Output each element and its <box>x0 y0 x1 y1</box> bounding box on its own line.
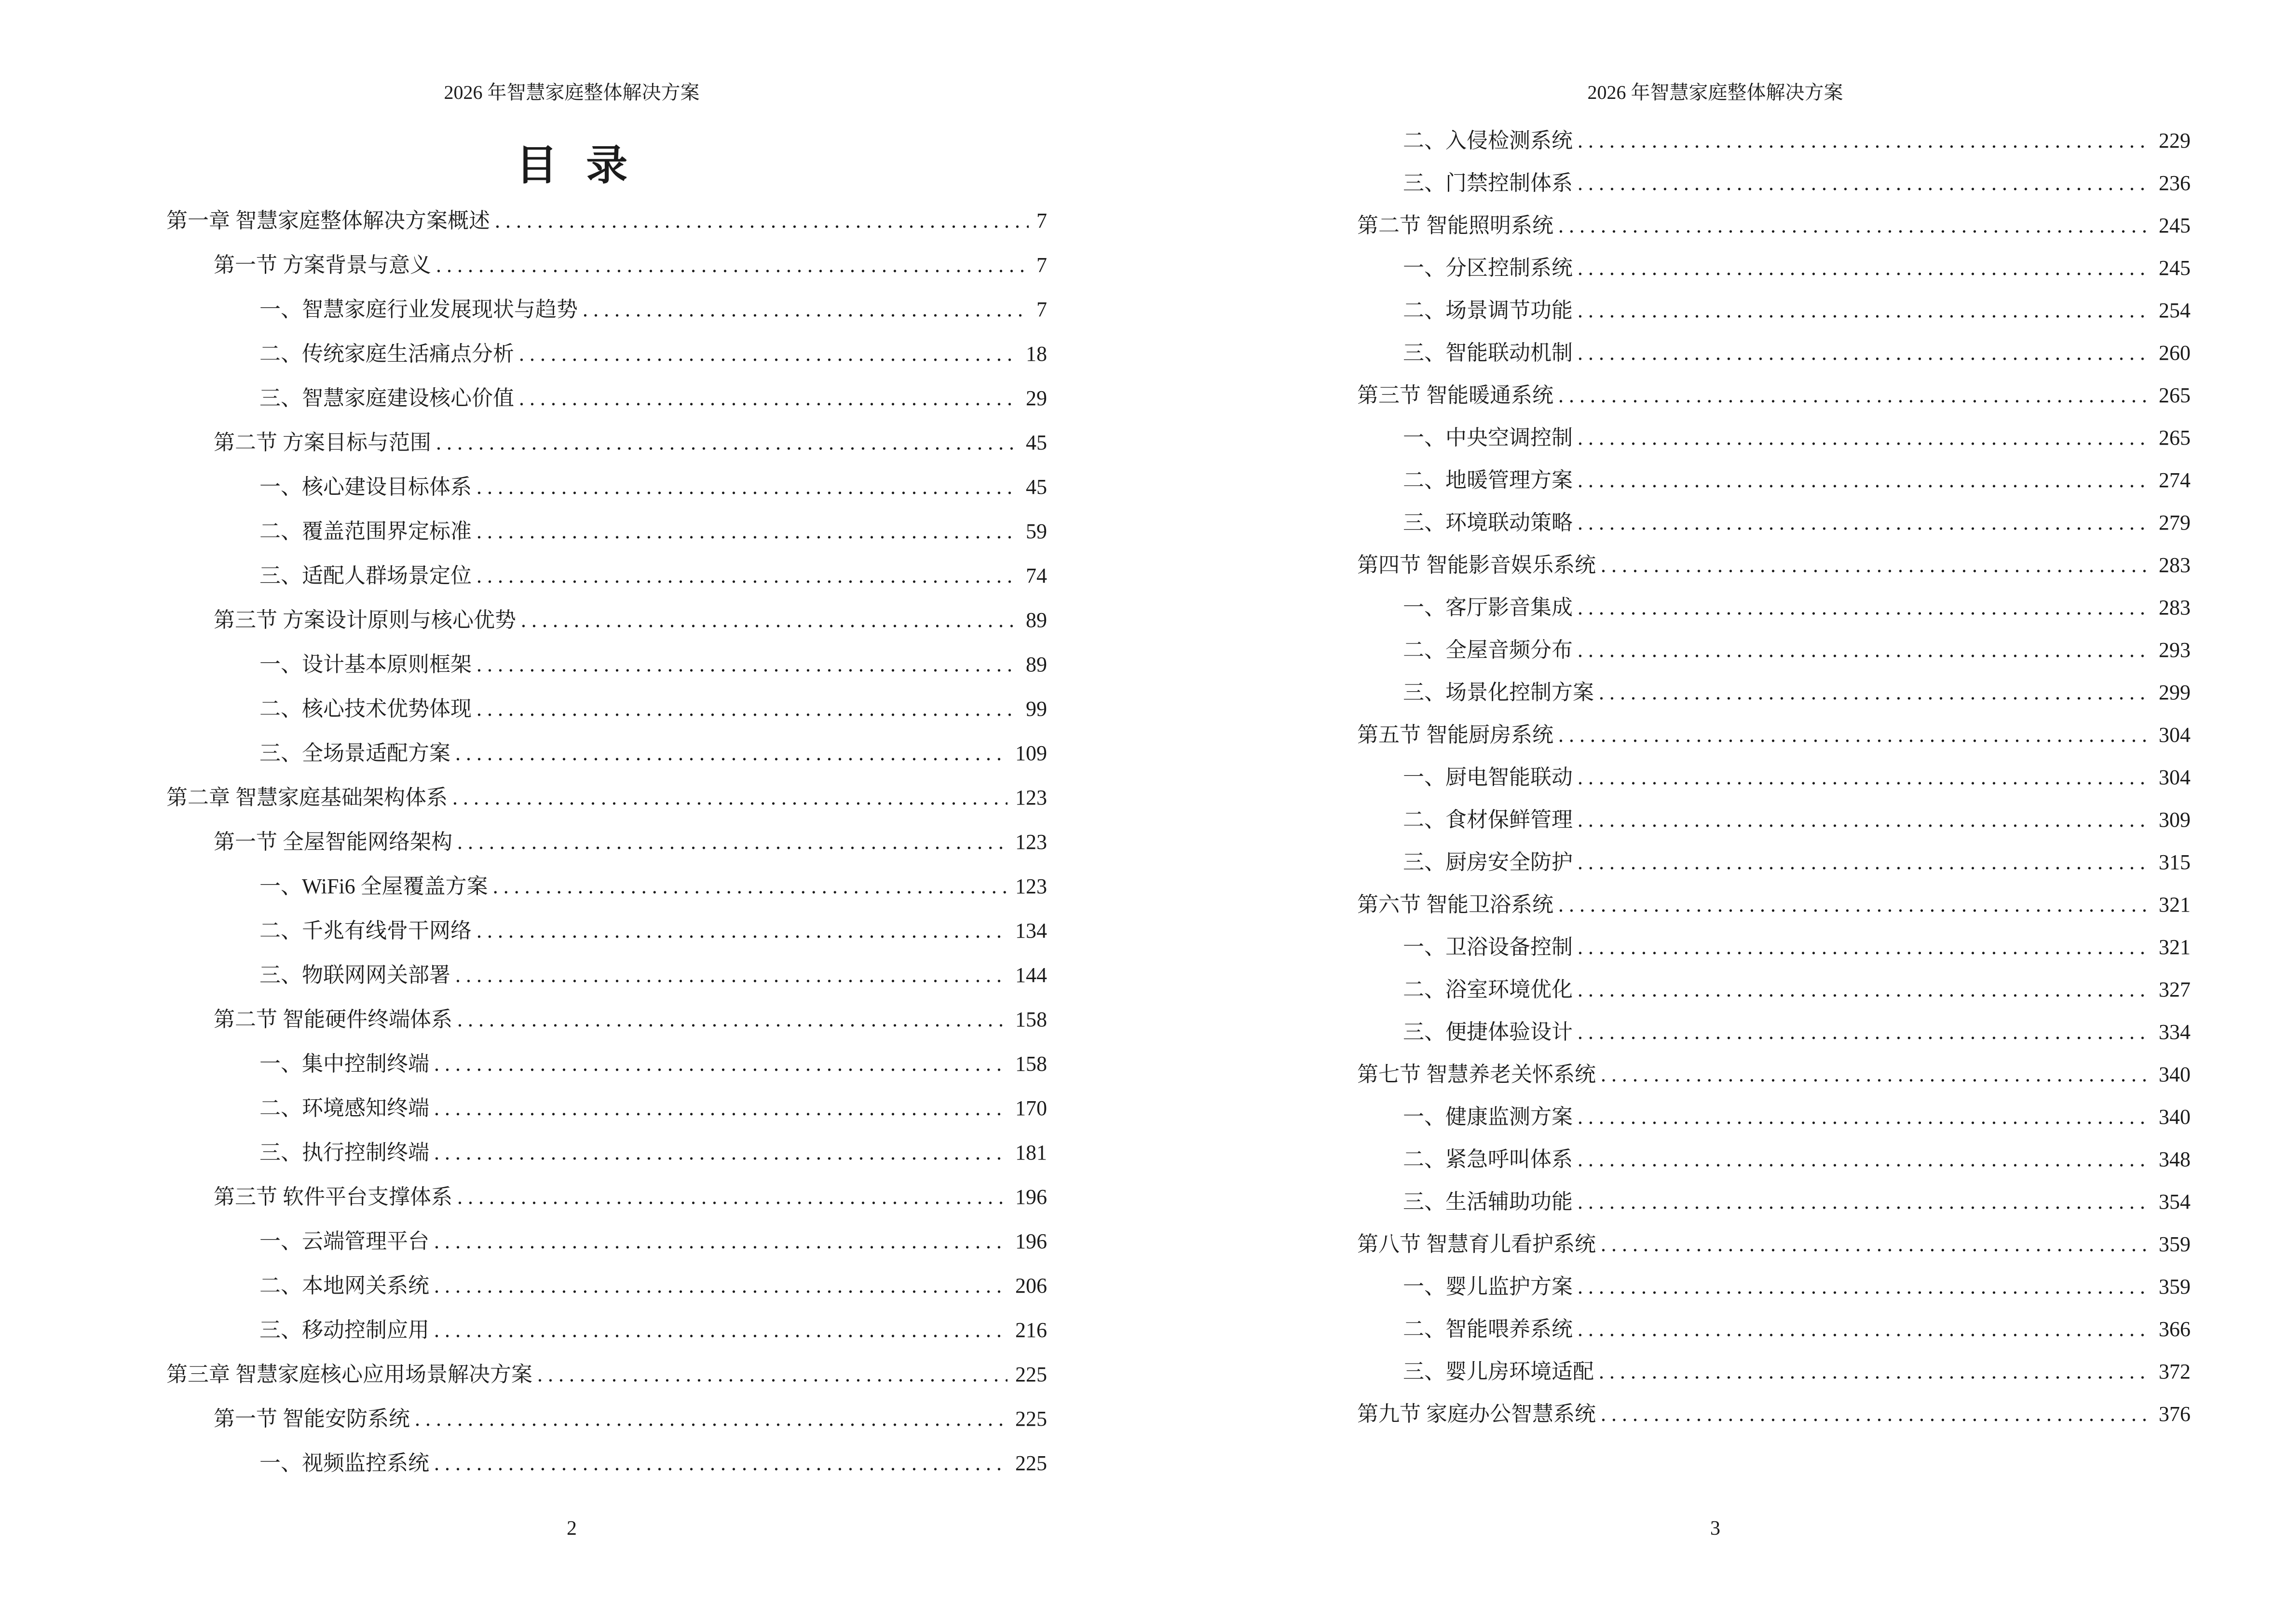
toc-entry-page: 225 <box>1015 1363 1047 1386</box>
toc-entry-text: 第一节 方案背景与意义 <box>214 253 431 277</box>
toc-entry-page: 7 <box>1036 298 1047 321</box>
toc-entry <box>0 376 1144 421</box>
toc-entry-text: 第一节 全屋智能网络架构 <box>214 830 452 854</box>
toc-entry <box>0 465 1144 509</box>
toc-entry-page: 245 <box>2159 256 2191 280</box>
toc-entry <box>0 1219 1144 1264</box>
toc-entry <box>1144 332 2287 374</box>
toc-entry-text: 第三节 软件平台支撑体系 <box>214 1185 452 1209</box>
toc-entry-page: 327 <box>2159 978 2191 1001</box>
toc-leader-dots <box>1578 459 2151 502</box>
toc-entry-text: 三、全场景适配方案 <box>259 741 450 765</box>
toc-entry <box>1144 884 2287 926</box>
toc-entry-text: 三、生活辅助功能 <box>1403 1190 1573 1214</box>
toc-leader-dots <box>436 421 1018 465</box>
toc-entry <box>0 1352 1144 1397</box>
toc-entry-text: 三、智能联动机制 <box>1403 341 1573 365</box>
toc-entry-text: 二、入侵检测系统 <box>1403 129 1573 152</box>
toc-entry-page: 283 <box>2159 596 2191 619</box>
toc-entry <box>0 864 1144 909</box>
toc-leader-dots <box>434 1086 1007 1131</box>
toc-entry-page: 225 <box>1015 1451 1047 1475</box>
toc-entry-page: 74 <box>1026 564 1047 587</box>
toc-leader-dots <box>455 953 1007 997</box>
toc-leader-dots <box>434 1264 1007 1308</box>
toc-entry <box>0 642 1144 687</box>
toc-entry-text: 三、婴儿房环境适配 <box>1403 1360 1594 1383</box>
toc-entry-text: 第三章 智慧家庭核心应用场景解决方案 <box>166 1363 532 1386</box>
toc-entry <box>1144 1393 2287 1435</box>
toc-leader-dots <box>455 731 1007 776</box>
toc-entry <box>0 1264 1144 1308</box>
toc-entry-text: 三、厨房安全防护 <box>1403 850 1573 874</box>
toc-entry <box>1144 587 2287 629</box>
toc-entry <box>0 199 1144 243</box>
toc-leader-dots <box>1578 162 2151 205</box>
toc-entry <box>1144 629 2287 671</box>
toc-entry <box>1144 1096 2287 1138</box>
toc-entry-page: 334 <box>2159 1020 2191 1044</box>
toc-entry-page: 245 <box>2159 214 2191 237</box>
toc-entry <box>0 1308 1144 1352</box>
toc-entry-page: 181 <box>1015 1141 1047 1164</box>
toc-leader-dots <box>434 1308 1007 1352</box>
toc-leader-dots <box>476 554 1018 598</box>
toc-entry <box>1144 1053 2287 1096</box>
toc-entry <box>1144 969 2287 1011</box>
toc-entry-text: 二、千兆有线骨干网络 <box>259 919 472 942</box>
toc-entry-page: 359 <box>2159 1232 2191 1256</box>
toc-entry-text: 二、核心技术优势体现 <box>259 697 472 721</box>
toc-entry-text: 三、便捷体验设计 <box>1403 1020 1573 1044</box>
toc-entry <box>0 820 1144 864</box>
toc-leader-dots <box>1578 841 2151 884</box>
toc-leader-dots <box>457 820 1007 864</box>
toc-leader-dots <box>434 1042 1007 1086</box>
toc-entry-page: 196 <box>1015 1229 1047 1253</box>
toc-entry <box>1144 926 2287 969</box>
toc-leader-dots <box>415 1397 1007 1441</box>
toc-entry-page: 45 <box>1026 475 1047 499</box>
toc-entry-page: 304 <box>2159 723 2191 747</box>
toc-entry-text: 第七节 智慧养老关怀系统 <box>1357 1063 1596 1086</box>
toc-entry <box>0 953 1144 997</box>
toc-entry-page: 123 <box>1015 874 1047 898</box>
toc-entry <box>1144 714 2287 756</box>
toc-leader-dots <box>583 287 1029 332</box>
toc-entry <box>1144 1138 2287 1181</box>
toc-leader-dots <box>436 243 1029 287</box>
toc-entry-page: 340 <box>2159 1063 2191 1086</box>
toc-entry-text: 二、食材保鲜管理 <box>1403 808 1573 832</box>
toc-entry <box>1144 120 2287 162</box>
toc-leader-dots <box>1601 544 2151 587</box>
toc-entry-page: 144 <box>1015 963 1047 987</box>
toc-entry-page: 265 <box>2159 383 2191 407</box>
toc-entry-page: 29 <box>1026 386 1047 410</box>
toc-entry-page: 265 <box>2159 426 2191 450</box>
page-header-title: 2026 年智慧家庭整体解决方案 <box>1587 82 1843 103</box>
toc-leader-dots <box>1578 1181 2151 1223</box>
toc-entry-text: 二、全屋音频分布 <box>1403 638 1573 662</box>
toc-leader-dots <box>1558 205 2151 247</box>
toc-leader-dots <box>1578 1096 2151 1138</box>
toc-entry-text: 三、环境联动策略 <box>1403 511 1573 534</box>
toc-entry-page: 7 <box>1036 253 1047 277</box>
toc-entry-text: 二、本地网关系统 <box>259 1274 429 1297</box>
toc-leader-dots <box>1601 1393 2151 1435</box>
toc-leader-dots <box>476 509 1018 554</box>
toc-entry <box>1144 671 2287 714</box>
toc-entry-page: 89 <box>1026 653 1047 676</box>
toc-entry-page: 229 <box>2159 129 2191 152</box>
toc-entry <box>1144 841 2287 884</box>
toc-entry-text: 二、地暖管理方案 <box>1403 468 1573 492</box>
toc-entry-text: 二、覆盖范围界定标准 <box>259 519 472 543</box>
toc-leader-dots <box>1558 714 2151 756</box>
toc-entry <box>1144 162 2287 205</box>
toc-entry-text: 一、分区控制系统 <box>1403 256 1573 280</box>
toc-entry-text: 二、智能喂养系统 <box>1403 1317 1573 1341</box>
toc-entry-text: 第五节 智能厨房系统 <box>1357 723 1553 747</box>
toc-entry <box>0 1397 1144 1441</box>
toc-leader-dots <box>434 1441 1007 1486</box>
toc-leader-dots <box>1578 417 2151 459</box>
toc-entry-text: 第二章 智慧家庭基础架构体系 <box>166 786 448 809</box>
toc-entry-text: 第一节 智能安防系统 <box>214 1407 410 1431</box>
toc-entry-text: 三、场景化控制方案 <box>1403 681 1594 704</box>
toc-leader-dots <box>1558 884 2151 926</box>
toc-entry <box>0 997 1144 1042</box>
toc-leader-dots <box>1578 587 2151 629</box>
toc-entry-text: 一、集中控制终端 <box>259 1052 429 1076</box>
toc-entry-text: 第二节 方案目标与范围 <box>214 431 431 454</box>
toc-entry <box>0 687 1144 731</box>
toc-leader-dots <box>434 1219 1007 1264</box>
toc-entry <box>1144 247 2287 289</box>
toc-entry <box>0 243 1144 287</box>
toc-entry-page: 59 <box>1026 519 1047 543</box>
toc-entry-text: 三、适配人群场景定位 <box>259 564 472 587</box>
toc-entry <box>1144 374 2287 417</box>
toc-entry-text: 一、视频监控系统 <box>259 1451 429 1475</box>
toc-leader-dots <box>434 1131 1007 1175</box>
toc-entry-page: 99 <box>1026 697 1047 721</box>
toc-entry-text: 二、传统家庭生活痛点分析 <box>259 342 514 366</box>
toc-entry-text: 一、智慧家庭行业发展现状与趋势 <box>259 298 578 321</box>
toc-entry <box>1144 756 2287 799</box>
toc-leader-dots <box>476 909 1007 953</box>
toc-leader-dots <box>1578 799 2151 841</box>
page-number-footer: 3 <box>1710 1517 1720 1540</box>
toc-leader-dots <box>1578 332 2151 374</box>
toc-entry-text: 二、场景调节功能 <box>1403 299 1573 322</box>
toc-leader-dots <box>1578 629 2151 671</box>
toc-entry-page: 321 <box>2159 935 2191 959</box>
toc-entry <box>1144 459 2287 502</box>
toc-entry-page: 134 <box>1015 919 1047 942</box>
toc-leader-dots <box>1578 502 2151 544</box>
toc-entry-text: 第八节 智慧育儿看护系统 <box>1357 1232 1596 1256</box>
toc-entry <box>0 1131 1144 1175</box>
toc-entry-page: 283 <box>2159 553 2191 577</box>
toc-entry-text: 三、智慧家庭建设核心价值 <box>259 386 514 410</box>
toc-entry-text: 第三节 方案设计原则与核心优势 <box>214 608 516 632</box>
toc-entry-page: 260 <box>2159 341 2191 365</box>
toc-entry <box>0 332 1144 376</box>
toc-entry <box>0 1175 1144 1219</box>
toc-leader-dots <box>1578 1308 2151 1351</box>
toc-entry-page: 321 <box>2159 893 2191 916</box>
toc-entry <box>0 287 1144 332</box>
toc-leader-dots <box>521 598 1018 642</box>
toc-entry <box>1144 1266 2287 1308</box>
toc-entry-page: 348 <box>2159 1147 2191 1171</box>
toc-entry-page: 274 <box>2159 468 2191 492</box>
toc-entry-text: 二、紧急呼叫体系 <box>1403 1147 1573 1171</box>
toc-entry-page: 158 <box>1015 1008 1047 1031</box>
toc-entry-text: 三、移动控制应用 <box>259 1318 429 1342</box>
toc-entry-page: 340 <box>2159 1105 2191 1129</box>
toc-entry-page: 236 <box>2159 171 2191 195</box>
toc-entry-page: 170 <box>1015 1096 1047 1120</box>
toc-entry-text: 一、中央空调控制 <box>1403 426 1573 450</box>
toc-entry-page: 123 <box>1015 830 1047 854</box>
toc-entry <box>0 509 1144 554</box>
toc-leader-dots <box>476 465 1018 509</box>
toc-entry-page: 315 <box>2159 850 2191 874</box>
toc-leader-dots <box>1601 1053 2151 1096</box>
toc-entry-text: 一、核心建设目标体系 <box>259 475 472 499</box>
toc-leader-dots <box>1578 120 2151 162</box>
toc-entry <box>0 598 1144 642</box>
toc-entry <box>1144 1223 2287 1266</box>
toc-entry-page: 254 <box>2159 299 2191 322</box>
toc-entry <box>0 776 1144 820</box>
toc-list-right <box>1144 120 2287 1435</box>
toc-entry-page: 309 <box>2159 808 2191 832</box>
toc-entry <box>1144 1011 2287 1053</box>
toc-entry-text: 一、客厅影音集成 <box>1403 596 1573 619</box>
toc-leader-dots <box>519 332 1018 376</box>
toc-entry-page: 45 <box>1026 431 1047 454</box>
toc-entry-page: 304 <box>2159 765 2191 789</box>
toc-entry-page: 158 <box>1015 1052 1047 1076</box>
toc-entry-text: 三、门禁控制体系 <box>1403 171 1573 195</box>
toc-entry-page: 18 <box>1026 342 1047 366</box>
toc-entry <box>1144 799 2287 841</box>
toc-entry-page: 293 <box>2159 638 2191 662</box>
toc-entry <box>0 1086 1144 1131</box>
toc-leader-dots <box>1578 289 2151 332</box>
toc-list-left <box>0 199 1144 1486</box>
toc-leader-dots <box>1578 1138 2151 1181</box>
toc-entry-text: 一、WiFi6 全屋覆盖方案 <box>259 874 488 898</box>
page-right <box>1144 0 2287 1624</box>
toc-leader-dots <box>537 1352 1007 1397</box>
toc-entry <box>0 1042 1144 1086</box>
toc-entry <box>0 731 1144 776</box>
page-number-footer: 2 <box>567 1517 577 1540</box>
toc-entry-page: 359 <box>2159 1275 2191 1298</box>
toc-entry-page: 354 <box>2159 1190 2191 1214</box>
toc-entry <box>1144 289 2287 332</box>
toc-leader-dots <box>476 642 1018 687</box>
toc-entry-text: 二、环境感知终端 <box>259 1096 429 1120</box>
toc-leader-dots <box>457 1175 1007 1219</box>
toc-entry <box>0 909 1144 953</box>
toc-entry-text: 一、设计基本原则框架 <box>259 653 472 676</box>
toc-entry-page: 299 <box>2159 681 2191 704</box>
toc-leader-dots <box>457 997 1007 1042</box>
toc-entry <box>0 554 1144 598</box>
toc-entry-text: 一、健康监测方案 <box>1403 1105 1573 1129</box>
toc-entry-text: 第二节 智能硬件终端体系 <box>214 1008 452 1031</box>
toc-leader-dots <box>493 864 1007 909</box>
toc-entry <box>0 1441 1144 1486</box>
toc-leader-dots <box>1601 1223 2151 1266</box>
toc-leader-dots <box>1578 1266 2151 1308</box>
toc-leader-dots <box>1578 247 2151 289</box>
toc-entry-page: 196 <box>1015 1185 1047 1209</box>
toc-entry-page: 216 <box>1015 1318 1047 1342</box>
toc-entry-text: 第三节 智能暖通系统 <box>1357 383 1553 407</box>
toc-leader-dots <box>495 199 1029 243</box>
toc-entry-text: 第一章 智慧家庭整体解决方案概述 <box>166 209 490 232</box>
toc-leader-dots <box>476 687 1018 731</box>
toc-leader-dots <box>1599 671 2151 714</box>
toc-entry-text: 一、云端管理平台 <box>259 1229 429 1253</box>
toc-entry-page: 376 <box>2159 1402 2191 1426</box>
toc-entry-text: 一、婴儿监护方案 <box>1403 1275 1573 1298</box>
toc-entry-text: 第二节 智能照明系统 <box>1357 214 1553 237</box>
page-header-title: 2026 年智慧家庭整体解决方案 <box>444 82 700 103</box>
toc-entry <box>1144 205 2287 247</box>
toc-leader-dots <box>1578 969 2151 1011</box>
toc-leader-dots <box>1599 1351 2151 1393</box>
toc-entry <box>1144 417 2287 459</box>
toc-entry-page: 206 <box>1015 1274 1047 1297</box>
toc-entry-text: 第六节 智能卫浴系统 <box>1357 893 1553 916</box>
toc-entry <box>1144 1181 2287 1223</box>
toc-entry <box>1144 502 2287 544</box>
toc-entry <box>1144 1308 2287 1351</box>
toc-leader-dots <box>1578 756 2151 799</box>
toc-entry-page: 89 <box>1026 608 1047 632</box>
toc-title: 目 录 <box>516 142 628 189</box>
toc-entry <box>0 421 1144 465</box>
toc-entry-text: 一、厨电智能联动 <box>1403 765 1573 789</box>
toc-leader-dots <box>1558 374 2151 417</box>
toc-entry-page: 109 <box>1015 741 1047 765</box>
toc-entry-page: 279 <box>2159 511 2191 534</box>
toc-entry-text: 第九节 家庭办公智慧系统 <box>1357 1402 1596 1426</box>
toc-entry-text: 一、卫浴设备控制 <box>1403 935 1573 959</box>
toc-entry-page: 225 <box>1015 1407 1047 1431</box>
toc-entry <box>1144 1351 2287 1393</box>
toc-entry <box>1144 544 2287 587</box>
toc-entry-text: 三、物联网网关部署 <box>259 963 450 987</box>
toc-leader-dots <box>1578 1011 2151 1053</box>
toc-entry-text: 二、浴室环境优化 <box>1403 978 1573 1001</box>
toc-leader-dots <box>1578 926 2151 969</box>
toc-entry-page: 366 <box>2159 1317 2191 1341</box>
toc-entry-page: 372 <box>2159 1360 2191 1383</box>
toc-entry-text: 三、执行控制终端 <box>259 1141 429 1164</box>
toc-leader-dots <box>452 776 1007 820</box>
toc-entry-page: 7 <box>1036 209 1047 232</box>
toc-leader-dots <box>519 376 1018 421</box>
toc-entry-page: 123 <box>1015 786 1047 809</box>
toc-entry-text: 第四节 智能影音娱乐系统 <box>1357 553 1596 577</box>
